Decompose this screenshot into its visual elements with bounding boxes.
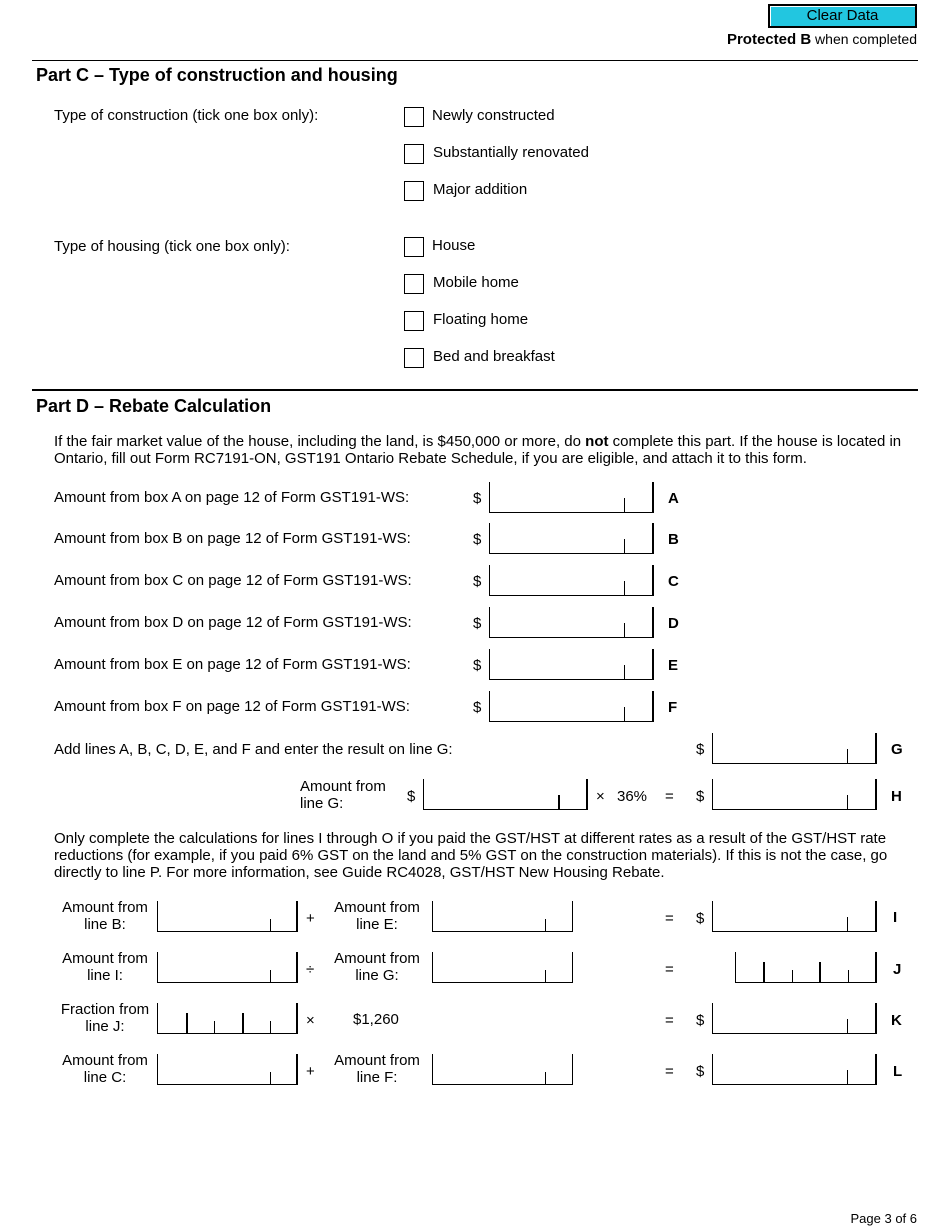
checkbox-substantially-renovated[interactable] [404,144,424,164]
line-l-label-1 [54,1052,156,1086]
line-c-code: C [668,573,679,590]
line-i-input-2[interactable] [432,901,573,932]
line-i-input-1[interactable] [157,901,298,932]
line-h-rate: 36% [617,788,648,805]
line-k-fraction-input[interactable] [157,1003,298,1034]
line-a-label: Amount from box A on page 12 of Form GST191-WS: [54,489,410,506]
line-l-label-2 [328,1052,426,1086]
part-d-title: Part D – Rebate Calculation [36,396,272,416]
line-l-l2a: Amount from [334,1052,420,1069]
line-g-label: Add lines A, B, C, D, E, and F and enter the result on line G: [54,741,453,758]
line-f-input[interactable] [489,691,654,722]
line-h-code: H [891,788,902,805]
checkbox-newly-constructed[interactable] [404,107,424,127]
line-d-input[interactable] [489,607,654,638]
protected-b-notice [727,31,917,48]
line-i-label-1 [54,899,156,933]
line-c-label: Amount from box C on page 12 of Form GST191-WS: [54,572,412,589]
line-a-input[interactable] [489,482,654,513]
part-c-title: Part C – Type of construction and housing [36,65,398,85]
line-h-times: × [596,788,605,805]
protected-b-label: Protected B [726,31,812,48]
housing-type-label: Type of housing (tick one box only): [54,238,290,255]
line-j-fraction-input[interactable] [735,952,877,983]
line-e-code: E [668,657,679,674]
line-k-l1a: Fraction from [60,1001,150,1018]
line-k-label-1 [54,1001,156,1035]
line-i-dollar: $ [696,910,705,927]
line-g-input[interactable] [712,733,877,764]
line-j-code: J [893,961,902,978]
line-e-input[interactable] [489,649,654,680]
line-l-input-2[interactable] [432,1054,573,1085]
line-l-code: L [893,1063,903,1080]
line-b-code: B [668,531,679,548]
line-j-l1b: line I: [87,967,123,984]
intro-text-1: If the fair market value of the house, including the land, is $450,000 or more, do [54,433,586,450]
option-floating-home: Floating home [433,311,529,328]
header-divider [32,60,918,61]
checkbox-floating-home[interactable] [404,311,424,331]
line-b-input[interactable] [489,523,654,554]
line-j-label-2 [328,950,426,984]
line-i-l1a: Amount from [62,899,148,916]
intro-text-2: complete this part. If the house is located in Ontario, fill out Form RC7191-ON, GST191 Ontario Rebate Schedule, if you are eligible, and attach it to this form. [54,433,902,467]
line-h-label-1: Amount from [300,778,386,795]
line-l-l1b: line C: [83,1069,127,1086]
line-i-plus: + [306,910,315,927]
line-d-code: D [668,615,679,632]
checkbox-house[interactable] [404,237,424,257]
line-f-dollar: $ [473,699,482,716]
line-k-dollar: $ [696,1012,705,1029]
line-i-label-2 [328,899,426,933]
line-h-equals: = [665,788,674,805]
line-k-l1b: line J: [85,1018,125,1035]
line-i-equals: = [665,910,674,927]
line-a-code: A [668,490,679,507]
option-newly-constructed: Newly constructed [432,107,555,124]
line-i-code: I [893,909,898,926]
line-d-label: Amount from box D on page 12 of Form GST191-WS: [54,614,412,631]
checkbox-bed-and-breakfast[interactable] [404,348,424,368]
line-j-input-2[interactable] [432,952,573,983]
line-k-times: × [306,1012,315,1029]
line-h-dollar: $ [407,788,416,805]
line-k-amount: $1,260 [353,1011,399,1028]
line-a-dollar: $ [473,490,482,507]
line-j-l1a: Amount from [62,950,148,967]
part-d-divider [32,389,918,391]
line-h-label-2: line G: [300,795,344,812]
protected-b-suffix: when completed [811,31,917,47]
line-c-input[interactable] [489,565,654,596]
line-e-dollar: $ [473,657,482,674]
line-l-l2b: line F: [356,1069,398,1086]
line-c-dollar: $ [473,573,482,590]
line-l-dollar: $ [696,1063,705,1080]
line-j-input-1[interactable] [157,952,298,983]
line-b-label: Amount from box B on page 12 of Form GST191-WS: [54,530,411,547]
line-i-l2a: Amount from [334,899,420,916]
part-d-intro [54,433,918,467]
line-h-label [300,778,386,812]
line-f-label: Amount from box F on page 12 of Form GST191-WS: [54,698,410,715]
option-mobile-home: Mobile home [433,274,519,291]
line-j-l2a: Amount from [334,950,420,967]
page-number: Page 3 of 6 [850,1211,917,1226]
line-l-l1a: Amount from [62,1052,148,1069]
line-h-input[interactable] [423,779,588,810]
line-k-code: K [891,1012,902,1029]
line-i-l1b: line B: [84,916,126,933]
line-g-dollar: $ [696,741,705,758]
line-j-l2b: line G: [355,967,399,984]
line-l-result-input[interactable] [712,1054,877,1085]
option-major-addition: Major addition [433,181,528,198]
line-l-plus: + [306,1063,315,1080]
line-b-dollar: $ [473,531,482,548]
lines-i-to-o-note: Only complete the calculations for lines I through O if you paid the GST/HST at different rates as a result of the GST/HST rate reductions (for example, if you paid 6% GST on the land and 5% GST on the construction materials). If this is not the case, go directly to line P. For more information, see Guide RC4028, GST/HST New Housing Rebate. [54,830,888,881]
line-j-equals: = [665,961,674,978]
line-l-input-1[interactable] [157,1054,298,1085]
line-h-result-input[interactable] [712,779,877,810]
line-g-code: G [891,741,903,758]
intro-emphasis: not [585,433,609,450]
line-j-label-1 [54,950,156,984]
checkbox-major-addition[interactable] [404,181,424,201]
line-i-result-input[interactable] [712,901,877,932]
line-k-equals: = [665,1012,674,1029]
option-bed-and-breakfast: Bed and breakfast [433,348,555,365]
clear-data-button[interactable]: Clear Data [768,4,917,28]
line-k-result-input[interactable] [712,1003,877,1034]
line-j-divide: ÷ [306,961,315,978]
line-f-code: F [668,699,678,716]
checkbox-mobile-home[interactable] [404,274,424,294]
option-house: House [432,237,476,254]
line-h-dollar-result: $ [696,788,705,805]
line-e-label: Amount from box E on page 12 of Form GST191-WS: [54,656,411,673]
construction-type-label: Type of construction (tick one box only): [54,107,319,124]
line-l-equals: = [665,1063,674,1080]
option-substantially-renovated: Substantially renovated [433,144,589,161]
line-i-l2b: line E: [356,916,398,933]
line-d-dollar: $ [473,615,482,632]
